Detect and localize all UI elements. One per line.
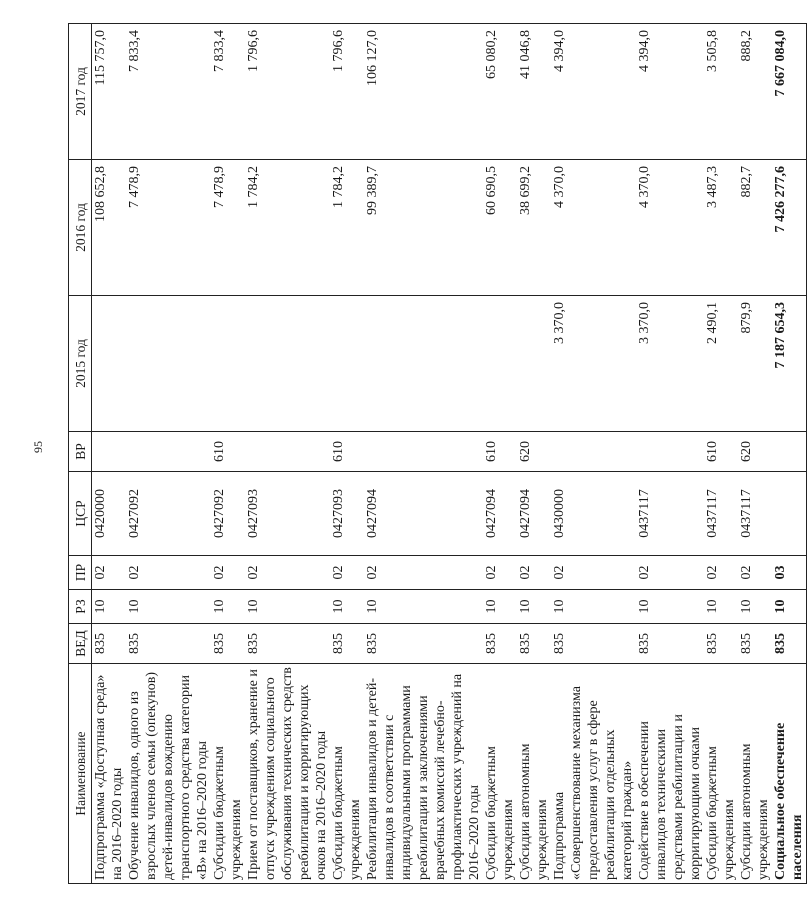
vr-cell: 610 (483, 432, 517, 472)
csr-cell: 0427094 (483, 472, 517, 556)
ved-cell: 835 (704, 624, 738, 664)
value-2017-cell: 106 127,0 (364, 24, 483, 160)
ved-cell: 835 (330, 624, 364, 664)
pr-cell: 02 (245, 556, 330, 590)
csr-cell: 0427093 (330, 472, 364, 556)
pr-cell: 02 (738, 556, 772, 590)
ved-cell: 835 (738, 624, 772, 664)
rz-cell: 10 (364, 590, 483, 624)
vr-cell (772, 432, 807, 472)
value-2015-cell (211, 296, 245, 432)
rz-cell: 10 (738, 590, 772, 624)
csr-cell: 0437117 (738, 472, 772, 556)
table-row (126, 24, 211, 884)
ved-cell: 835 (92, 624, 127, 664)
pr-cell: 02 (636, 556, 704, 590)
vr-cell (126, 432, 211, 472)
ved-cell: 835 (245, 624, 330, 664)
name-cell: Субсидии бюджетным учреждениям (211, 664, 245, 884)
vr-cell (636, 432, 704, 472)
page-number: 95 (31, 441, 45, 453)
name-cell: Обучение инвалидов, одного из взрослых членов семьи (опекунов) детей-инвалидов вождению транспортного средства категории «В» на 2016–2020 годы (126, 664, 211, 884)
table-row (364, 24, 483, 884)
name-cell: Социальное обеспечение населения (772, 664, 807, 884)
vr-cell: 620 (517, 432, 551, 472)
value-2017-cell: 41 046,8 (517, 24, 551, 160)
rz-cell: 10 (551, 590, 636, 624)
table-row (330, 24, 364, 884)
value-2016-cell: 60 690,5 (483, 160, 517, 296)
header-ved: ВЕД (69, 624, 92, 664)
vr-cell (364, 432, 483, 472)
ved-cell: 835 (772, 624, 807, 664)
name-cell: Содействие в обеспечении инвалидов техническими средствами реабилитации и корригирующими очками (636, 664, 704, 884)
value-2015-cell (330, 296, 364, 432)
value-2015-cell: 3 370,0 (551, 296, 636, 432)
header-name: Наименование (69, 664, 92, 884)
table-row (483, 24, 517, 884)
value-2016-cell: 99 389,7 (364, 160, 483, 296)
rz-cell: 10 (245, 590, 330, 624)
value-2017-cell: 7 833,4 (126, 24, 211, 160)
value-2017-cell: 1 796,6 (330, 24, 364, 160)
vr-cell: 610 (704, 432, 738, 472)
header-2015: 2015 год (69, 296, 92, 432)
header-2016: 2016 год (69, 160, 92, 296)
pr-cell: 02 (483, 556, 517, 590)
vr-cell: 610 (330, 432, 364, 472)
value-2015-cell: 2 490,1 (704, 296, 738, 432)
rz-cell: 10 (211, 590, 245, 624)
name-cell: Субсидии автономным учреждениям (517, 664, 551, 884)
value-2016-cell: 3 487,3 (704, 160, 738, 296)
value-2016-cell: 7 478,9 (211, 160, 245, 296)
rz-cell: 10 (126, 590, 211, 624)
pr-cell: 02 (517, 556, 551, 590)
header-vr: ВР (69, 432, 92, 472)
header-csr: ЦСР (69, 472, 92, 556)
pr-cell: 03 (772, 556, 807, 590)
value-2017-cell: 115 757,0 (92, 24, 127, 160)
value-2015-cell (92, 296, 127, 432)
pr-cell: 02 (364, 556, 483, 590)
csr-cell (772, 472, 807, 556)
ved-cell: 835 (517, 624, 551, 664)
name-cell: Субсидии бюджетным учреждениям (330, 664, 364, 884)
rz-cell: 10 (92, 590, 127, 624)
name-cell: Прием от поставщиков, хранение и отпуск учреждениям социального обслуживания технических средств реабилитации и корригирующих очков на 2016–2020 годы (245, 664, 330, 884)
value-2017-cell: 3 505,8 (704, 24, 738, 160)
value-2017-cell: 7 667 084,0 (772, 24, 807, 160)
rz-cell: 10 (483, 590, 517, 624)
table-row (704, 24, 738, 884)
csr-cell: 0427092 (126, 472, 211, 556)
rz-cell: 10 (517, 590, 551, 624)
csr-cell: 0427092 (211, 472, 245, 556)
name-cell: Подпрограмма «Доступная среда» на 2016–2020 годы (92, 664, 127, 884)
name-cell: Подпрограмма «Совершенствование механизма предоставления услуг в сфере реабилитации отдельных категорий граждан» (551, 664, 636, 884)
table-row (211, 24, 245, 884)
header-rz: РЗ (69, 590, 92, 624)
vr-cell (92, 432, 127, 472)
ved-cell: 835 (551, 624, 636, 664)
csr-cell: 0437117 (636, 472, 704, 556)
table-body (92, 24, 807, 884)
rz-cell: 10 (330, 590, 364, 624)
value-2016-cell: 882,7 (738, 160, 772, 296)
value-2017-cell: 4 394,0 (551, 24, 636, 160)
header-pr: ПР (69, 556, 92, 590)
table-row (517, 24, 551, 884)
pr-cell: 02 (330, 556, 364, 590)
budget-table-wrapper (68, 24, 805, 884)
ved-cell: 835 (483, 624, 517, 664)
value-2015-cell (126, 296, 211, 432)
value-2017-cell: 7 833,4 (211, 24, 245, 160)
ved-cell: 835 (364, 624, 483, 664)
table-header-row (69, 24, 92, 884)
ved-cell: 835 (126, 624, 211, 664)
table-row (245, 24, 330, 884)
vr-cell: 610 (211, 432, 245, 472)
value-2015-cell: 879,9 (738, 296, 772, 432)
table-row (738, 24, 772, 884)
vr-cell: 620 (738, 432, 772, 472)
csr-cell: 0427094 (517, 472, 551, 556)
value-2015-cell (245, 296, 330, 432)
csr-cell: 0420000 (92, 472, 127, 556)
name-cell: Субсидии бюджетным учреждениям (483, 664, 517, 884)
csr-cell: 0437117 (704, 472, 738, 556)
csr-cell: 0430000 (551, 472, 636, 556)
pr-cell: 02 (551, 556, 636, 590)
value-2016-cell: 38 699,2 (517, 160, 551, 296)
value-2016-cell: 7 426 277,6 (772, 160, 807, 296)
value-2017-cell: 888,2 (738, 24, 772, 160)
value-2015-cell: 3 370,0 (636, 296, 704, 432)
value-2017-cell: 4 394,0 (636, 24, 704, 160)
rz-cell: 10 (704, 590, 738, 624)
vr-cell (245, 432, 330, 472)
name-cell: Реабилитация инвалидов и детей-инвалидов в соответствии с индивидуальными программами реабилитации и заключениями врачебных комиссий лечебно-профилактических учреждений на 2016–2020 годы (364, 664, 483, 884)
value-2015-cell (517, 296, 551, 432)
header-2017: 2017 год (69, 24, 92, 160)
ved-cell: 835 (636, 624, 704, 664)
value-2016-cell: 4 370,0 (551, 160, 636, 296)
value-2015-cell: 7 187 654,3 (772, 296, 807, 432)
value-2017-cell: 1 796,6 (245, 24, 330, 160)
value-2016-cell: 108 652,8 (92, 160, 127, 296)
pr-cell: 02 (92, 556, 127, 590)
value-2016-cell: 7 478,9 (126, 160, 211, 296)
csr-cell: 0427093 (245, 472, 330, 556)
vr-cell (551, 432, 636, 472)
value-2016-cell: 1 784,2 (245, 160, 330, 296)
value-2017-cell: 65 080,2 (483, 24, 517, 160)
ved-cell: 835 (211, 624, 245, 664)
name-cell: Субсидии автономным учреждениям (738, 664, 772, 884)
rz-cell: 10 (772, 590, 807, 624)
table-row (636, 24, 704, 884)
pr-cell: 02 (211, 556, 245, 590)
table-total-row (772, 24, 807, 884)
table-row (551, 24, 636, 884)
value-2016-cell: 1 784,2 (330, 160, 364, 296)
rz-cell: 10 (636, 590, 704, 624)
value-2015-cell (364, 296, 483, 432)
budget-table (68, 23, 807, 884)
value-2015-cell (483, 296, 517, 432)
name-cell: Субсидии бюджетным учреждениям (704, 664, 738, 884)
table-row (92, 24, 127, 884)
pr-cell: 02 (704, 556, 738, 590)
value-2016-cell: 4 370,0 (636, 160, 704, 296)
csr-cell: 0427094 (364, 472, 483, 556)
pr-cell: 02 (126, 556, 211, 590)
